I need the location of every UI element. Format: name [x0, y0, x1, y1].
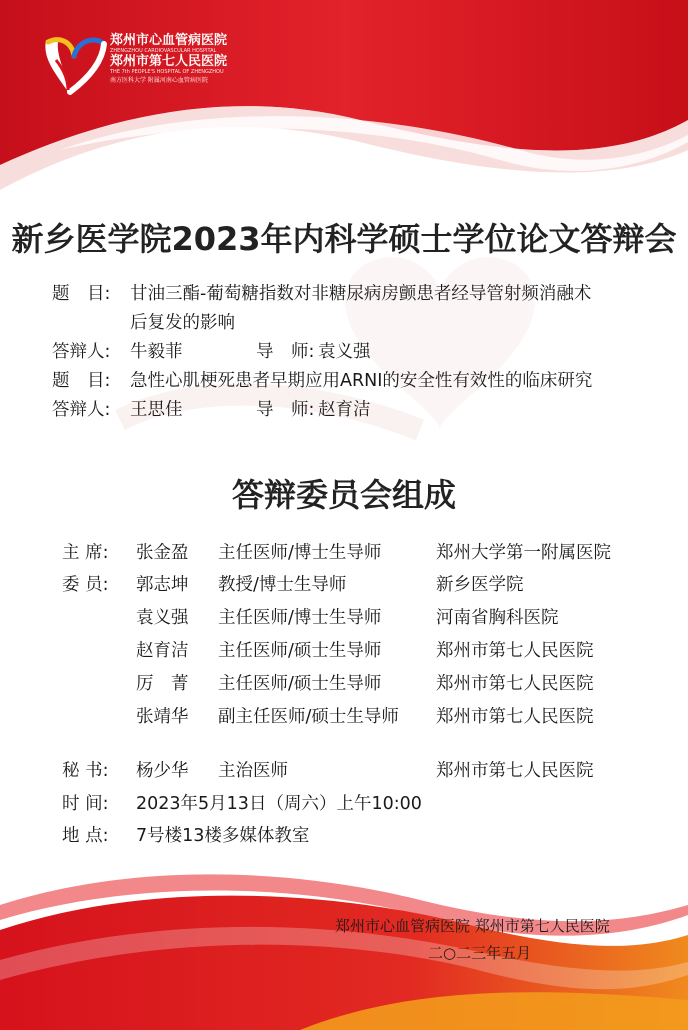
- member-title: 主任医师/硕士生导师: [218, 641, 382, 661]
- member-org: 郑州市第七人民医院: [436, 674, 594, 694]
- member-org: 郑州大学第一附属医院: [436, 543, 611, 563]
- thesis-1-people: [0, 338, 688, 362]
- member-org: 河南省胸科医院: [436, 608, 559, 628]
- place-label: 地 点:: [62, 826, 109, 846]
- footer-organizers: 郑州市心血管病医院 郑州市第七人民医院: [335, 917, 610, 935]
- member-name: 袁义强: [136, 608, 189, 628]
- member-name: 赵育洁: [136, 641, 189, 661]
- member-name: 厉 菁: [136, 674, 189, 694]
- member-title: 主任医师/硕士生导师: [218, 674, 382, 694]
- advisor-name: 袁义强: [318, 342, 371, 362]
- hospital-logo: [38, 30, 258, 100]
- secretary-title: 主治医师: [218, 761, 288, 781]
- member-org: 新乡医学院: [436, 575, 524, 595]
- thesis-2-people: [0, 396, 688, 420]
- secretary-org: 郑州市第七人民医院: [436, 761, 594, 781]
- topic-label: 题 目:: [52, 284, 111, 304]
- thesis-1-topic-cont: [0, 309, 688, 333]
- thesis-2-topic: [0, 367, 688, 391]
- member-name: 郭志坤: [136, 575, 189, 595]
- advisor-label: 导 师:: [256, 342, 315, 362]
- defender-name: 王思佳: [130, 400, 183, 420]
- topic-text-line1: 急性心肌梗死患者早期应用ARNI的安全性有效性的临床研究: [130, 371, 593, 391]
- member-title: 主任医师/博士生导师: [218, 543, 382, 563]
- member-org: 郑州市第七人民医院: [436, 641, 594, 661]
- advisor-name: 赵育洁: [318, 400, 371, 420]
- member-role: 主 席:: [62, 543, 109, 563]
- topic-text-line1: 甘油三酯-葡萄糖指数对非糖尿病房颤患者经导管射频消融术: [130, 284, 592, 304]
- member-name: 张靖华: [136, 707, 189, 727]
- place-value: 7号楼13楼多媒体教室: [136, 826, 310, 846]
- logo-line3: 南方医科大学 附属河南心血管病医院: [110, 77, 208, 84]
- secretary-role: 秘 书:: [62, 761, 109, 781]
- time-label: 时 间:: [62, 794, 109, 814]
- member-title: 副主任医师/硕士生导师: [218, 707, 399, 727]
- defender-name: 牛毅菲: [130, 342, 183, 362]
- page-title: 新乡医学院2023年内科学硕士学位论文答辩会: [11, 220, 677, 258]
- member-name: 张金盈: [136, 543, 189, 563]
- logo-line2: 郑州市第七人民医院: [110, 54, 228, 69]
- member-role: 委 员:: [62, 575, 109, 595]
- thesis-1-topic: [0, 280, 688, 304]
- member-title: 主任医师/博士生导师: [218, 608, 382, 628]
- footer-date: 二○二三年五月: [428, 944, 532, 962]
- advisor-label: 导 师:: [256, 400, 315, 420]
- committee-heading: 答辩委员会组成: [231, 476, 456, 514]
- time-value: 2023年5月13日（周六）上午10:00: [136, 794, 422, 814]
- defender-label: 答辩人:: [52, 400, 111, 420]
- topic-label: 题 目:: [52, 371, 111, 391]
- secretary-name: 杨少华: [136, 761, 189, 781]
- member-title: 教授/博士生导师: [218, 575, 347, 595]
- member-org: 郑州市第七人民医院: [436, 707, 594, 727]
- logo-line2-en: THE 7th PEOPLE'S HOSPITAL OF ZHENGZHOU: [110, 69, 224, 75]
- topic-text-line2: 后复发的影响: [130, 313, 235, 333]
- defender-label: 答辩人:: [52, 342, 111, 362]
- logo-line1-en: ZHENGZHOU CARDIOVASCULAR HOSPITAL: [110, 48, 217, 54]
- heart-logo-icon: [38, 30, 108, 98]
- logo-line1: 郑州市心血管病医院: [110, 33, 228, 48]
